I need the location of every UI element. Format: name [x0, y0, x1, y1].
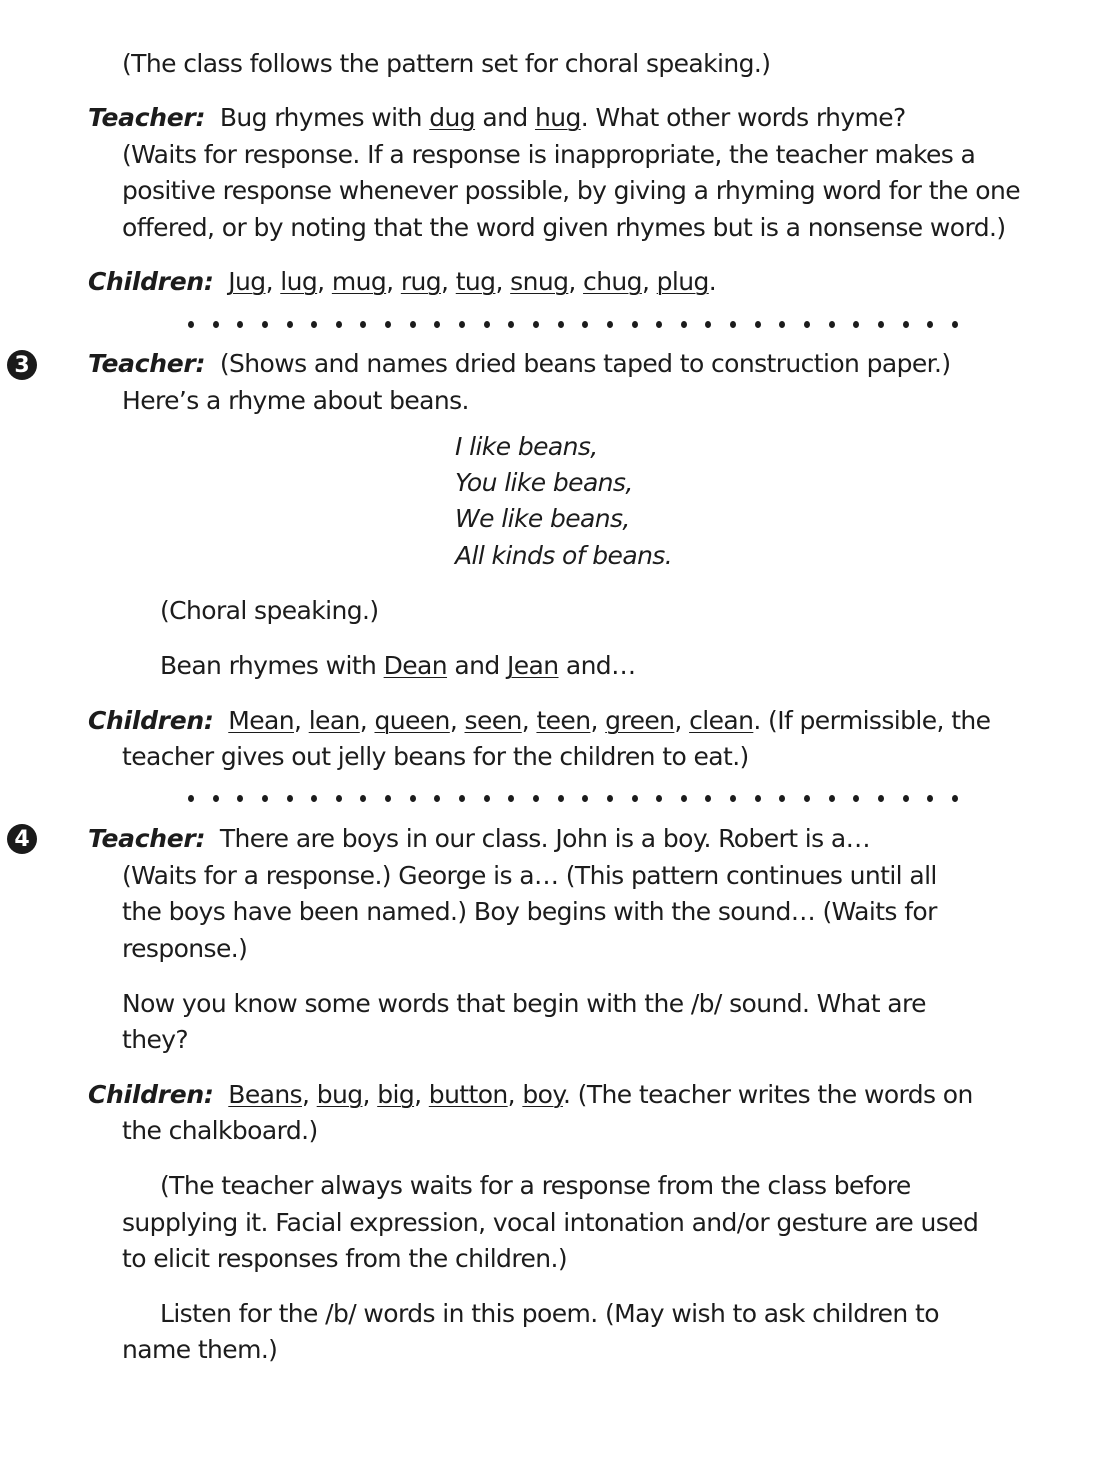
divider-dot [755, 321, 761, 328]
text: and… [558, 651, 636, 680]
speaker-teacher: Teacher: [88, 103, 206, 132]
rhyme-word: mug [331, 267, 387, 296]
divider-dot [237, 795, 243, 802]
divider-dot [410, 795, 416, 802]
speaker-teacher: Teacher: [88, 824, 206, 853]
teacher-text: response.) [122, 934, 248, 963]
step-number-badge: 3 [7, 350, 37, 380]
divider-dot [927, 795, 933, 802]
children-line: Children: Jug, lug, mug, rug, tug, snug, chug, plug. [88, 267, 717, 296]
rhyme-word: clean [689, 706, 754, 735]
children-line: Children: Beans, bug, big, button, boy. (The teacher writes the words on [88, 1080, 973, 1109]
rhyme-word: lean [308, 706, 360, 735]
divider-dot [213, 795, 219, 802]
teacher-instruction: teacher gives out jelly beans for the children to eat.) [122, 742, 749, 771]
divider-dot [878, 321, 884, 328]
divider-dot [903, 795, 909, 802]
divider-dot [459, 795, 465, 802]
choral-note: (Choral speaking.) [160, 596, 379, 625]
divider-dot [952, 795, 958, 802]
step-number-badge: 4 [7, 824, 37, 854]
b-word: boy [522, 1080, 563, 1109]
divider-dot [484, 321, 490, 328]
divider-dot [632, 795, 638, 802]
poem-line: You like beans, [455, 468, 633, 497]
divider-dot [558, 795, 564, 802]
poem-line: I like beans, [455, 432, 598, 461]
divider-dot [360, 321, 366, 328]
divider-dot [262, 795, 268, 802]
divider-dot [484, 795, 490, 802]
divider-dot [311, 795, 317, 802]
divider-dot [508, 795, 514, 802]
text: Bug rhymes with [219, 103, 430, 132]
divider-dot [730, 795, 736, 802]
rhyme-word: Mean [228, 706, 294, 735]
divider-dot [853, 795, 859, 802]
teacher-text: the boys have been named.) Boy begins with the sound… (Waits for [122, 897, 937, 926]
rhyme-word: rug [400, 267, 442, 296]
divider-dot [681, 795, 687, 802]
teacher-instruction: positive response whenever possible, by giving a rhyming word for the one [122, 176, 1020, 205]
teacher-instruction: (Waits for response. If a response is inappropriate, the teacher makes a [122, 140, 976, 169]
divider-dot [385, 795, 391, 802]
rhyme-word: teen [536, 706, 591, 735]
speaker-children: Children: [88, 706, 214, 735]
divider-dot [360, 795, 366, 802]
poem-line: All kinds of beans. [455, 541, 673, 570]
divider-dot [779, 321, 785, 328]
divider-dot [188, 795, 194, 802]
poem-line: We like beans, [455, 504, 630, 533]
divider-dot [927, 321, 933, 328]
divider-dot [533, 795, 539, 802]
divider-dot [188, 321, 194, 328]
rhyme-word: plug [656, 267, 709, 296]
text: (Shows and names dried beans taped to construction paper.) [219, 349, 951, 378]
divider-dot [656, 795, 662, 802]
divider-dot [336, 795, 342, 802]
text: There are boys in our class. John is a boy. Robert is a… [219, 824, 871, 853]
text: (If permissible, the [760, 706, 991, 735]
divider-dot [878, 795, 884, 802]
rhyme-word: green [605, 706, 675, 735]
teacher-instruction: the chalkboard.) [122, 1116, 318, 1145]
divider-dot [903, 321, 909, 328]
divider-dot [755, 795, 761, 802]
teacher-text: Here’s a rhyme about beans. [122, 386, 469, 415]
speaker-teacher: Teacher: [88, 349, 206, 378]
text: and [475, 103, 535, 132]
divider-dot [385, 321, 391, 328]
divider-dot [434, 321, 440, 328]
text: . What other words rhyme? [580, 103, 906, 132]
teacher-text: (Waits for a response.) George is a… (This pattern continues until all [122, 861, 937, 890]
teacher-text: Now you know some words that begin with the /b/ sound. What are [122, 989, 926, 1018]
speaker-children: Children: [88, 1080, 214, 1109]
divider-dot [213, 321, 219, 328]
rhyme-word: queen [374, 706, 450, 735]
divider-dot [607, 321, 613, 328]
dotted-divider [188, 795, 958, 805]
teacher-text: Listen for the /b/ words in this poem. (May wish to ask children to [160, 1299, 939, 1328]
teacher-text: they? [122, 1025, 189, 1054]
divider-dot [632, 321, 638, 328]
speaker-children: Children: [88, 267, 214, 296]
divider-dot [656, 321, 662, 328]
teacher-text: name them.) [122, 1335, 278, 1364]
divider-dot [434, 795, 440, 802]
divider-dot [705, 321, 711, 328]
divider-dot [508, 321, 514, 328]
divider-dot [533, 321, 539, 328]
teacher-text [160, 648, 635, 684]
divider-dot [336, 321, 342, 328]
divider-dot [607, 795, 613, 802]
divider-dot [829, 795, 835, 802]
rhyme-word: Dean [383, 651, 448, 680]
divider-dot [582, 321, 588, 328]
rhyme-word: seen [464, 706, 522, 735]
b-word: button [428, 1080, 508, 1109]
divider-dot [311, 321, 317, 328]
teacher-note: (The teacher always waits for a response from the class before [160, 1171, 911, 1200]
divider-dot [804, 795, 810, 802]
divider-dot [287, 795, 293, 802]
text: and [447, 651, 507, 680]
rhyme-word: hug [534, 103, 581, 132]
divider-dot [287, 321, 293, 328]
children-line: Children: Mean, lean, queen, seen, teen, green, clean. (If permissible, the [88, 706, 991, 735]
b-word: bug [316, 1080, 363, 1109]
divider-dot [730, 321, 736, 328]
rhyme-word: dug [429, 103, 476, 132]
divider-dot [952, 321, 958, 328]
rhyme-word: chug [583, 267, 642, 296]
b-word: Beans [228, 1080, 302, 1109]
rhyme-word: Jug [228, 267, 266, 296]
text: Bean rhymes with [160, 651, 384, 680]
divider-dot [804, 321, 810, 328]
rhyme-word: snug [510, 267, 569, 296]
teacher-line [88, 821, 870, 857]
teacher-instruction: offered, or by noting that the word given rhymes but is a nonsense word.) [122, 213, 1006, 242]
divider-dot [237, 321, 243, 328]
divider-dot [779, 795, 785, 802]
divider-dot [459, 321, 465, 328]
choral-note: (The class follows the pattern set for choral speaking.) [122, 49, 771, 78]
dotted-divider [188, 321, 958, 331]
teacher-note: to elicit responses from the children.) [122, 1244, 567, 1273]
divider-dot [829, 321, 835, 328]
teacher-line [88, 100, 906, 136]
divider-dot [681, 321, 687, 328]
teacher-line [88, 346, 951, 382]
rhyme-word: lug [280, 267, 318, 296]
divider-dot [410, 321, 416, 328]
divider-dot [705, 795, 711, 802]
text: (The teacher writes the words on [570, 1080, 973, 1109]
rhyme-word: tug [455, 267, 496, 296]
rhyme-word: Jean [506, 651, 559, 680]
divider-dot [582, 795, 588, 802]
divider-dot [262, 321, 268, 328]
teacher-note: supplying it. Facial expression, vocal intonation and/or gesture are used [122, 1208, 979, 1237]
b-word: big [377, 1080, 415, 1109]
divider-dot [558, 321, 564, 328]
divider-dot [853, 321, 859, 328]
